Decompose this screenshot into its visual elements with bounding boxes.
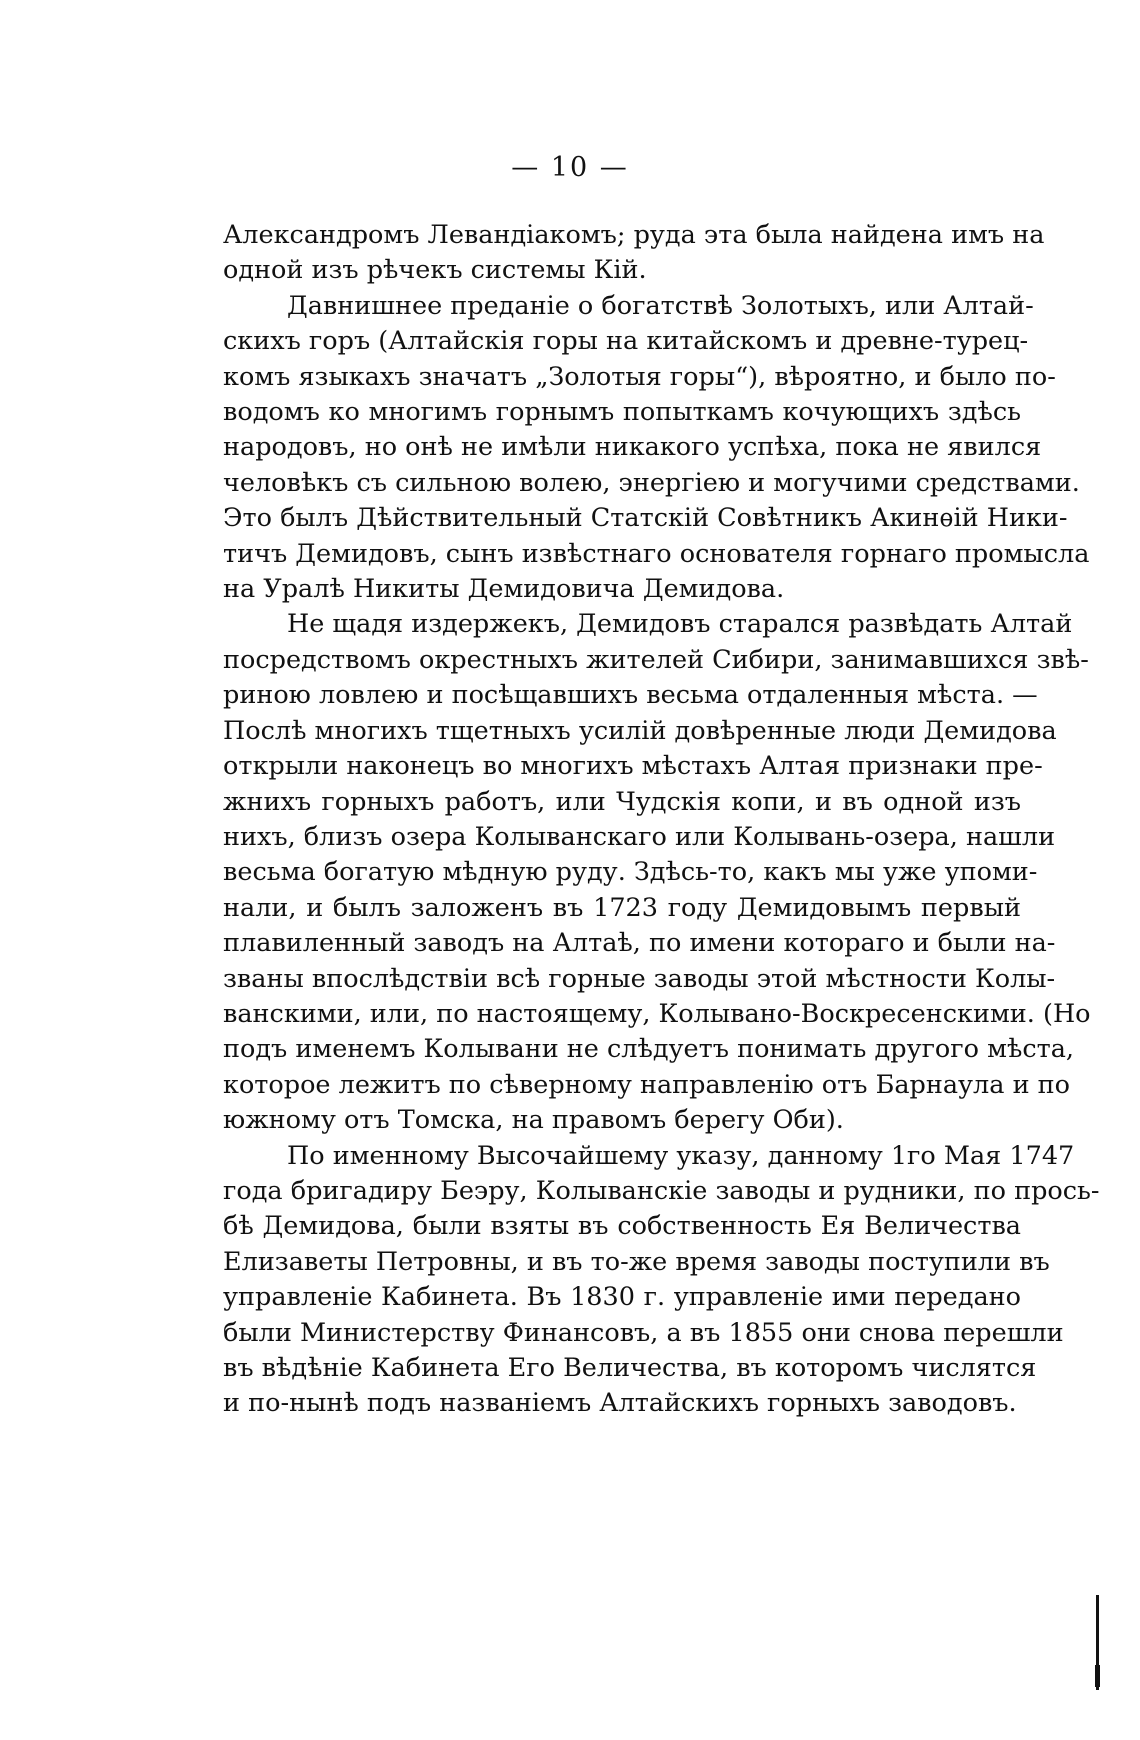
text-line: весьма богатую мѣдную руду. Здѣсь-то, какъ мы уже упоми- [223, 857, 1038, 888]
text-line: скихъ горъ (Алтайскія горы на китайскомъ и древне-турец- [223, 326, 1029, 357]
text-line: народовъ, но онѣ не имѣли никакого успѣха, пока не явился [223, 432, 1042, 463]
text-line: и по-нынѣ подъ названіемъ Алтайскихъ горныхъ заводовъ. [223, 1388, 1017, 1419]
text-line: на Уралѣ Никиты Демидовича Демидова. [223, 574, 785, 605]
text-line: управленіе Кабинета. Въ 1830 г. управленіе ими передано [223, 1282, 1021, 1313]
text-line: Это былъ Дѣйствительный Статскій Совѣтникъ Акинѳій Ники- [223, 503, 1068, 534]
text-line: плавиленный заводъ на Алтаѣ, по имени котораго и были на- [223, 928, 1056, 959]
text-line: Елизаветы Петровны, и въ то-же время заводы поступили въ [223, 1246, 1050, 1277]
text-line: нихъ, близъ озера Колыванскаго или Колывань-озера, нашли [223, 821, 1056, 852]
text-line: бѣ Демидова, были взяты въ собственность Ея Величества [223, 1211, 1021, 1242]
text-line: Послѣ многихъ тщетныхъ усилій довѣренные люди Демидова [223, 715, 1057, 746]
text-line: человѣкъ съ сильною волею, энергіею и могучими средствами. [223, 467, 1080, 498]
text-line: тичъ Демидовъ, сынъ извѣстнаго основателя горнаго промысла [223, 538, 1090, 569]
body-text [223, 218, 1100, 1422]
paragraph-1 [223, 218, 1045, 289]
text-line: южному отъ Томска, на правомъ берегу Оби). [223, 1105, 844, 1136]
text-line: Александромъ Левандіакомъ; руда эта была найдена имъ на [223, 220, 1045, 250]
text-line: подъ именемъ Колывани не слѣдуетъ понимать другого мѣста, [223, 1034, 1075, 1065]
text-line: были Министерству Финансовъ, а въ 1855 они снова перешли [223, 1317, 1064, 1348]
text-line: водомъ ко многимъ горнымъ попыткамъ кочующихъ здѣсь [223, 397, 1021, 428]
text-line: жнихъ горныхъ работъ, или Чудскія копи, и въ одной изъ [223, 786, 1021, 817]
page-edge-mark-tail [1095, 1665, 1100, 1687]
text-line: По именному Высочайшему указу, данному 1го Мая 1747 [287, 1140, 1075, 1171]
text-line: Давнишнее преданіе о богатствѣ Золотыхъ, или Алтай- [287, 290, 1034, 321]
text-line: которое лежитъ по сѣверному направленію отъ Барнаула и по [223, 1069, 1071, 1100]
text-line: посредствомъ окрестныхъ жителей Сибири, занимавшихся звѣ- [223, 644, 1089, 675]
paragraph-4 [223, 1139, 1100, 1422]
text-line: комъ языкахъ значатъ „Золотыя горы“), вѣроятно, и было по- [223, 361, 1056, 392]
text-line: риною ловлею и посѣщавшихъ весьма отдаленныя мѣста. — [223, 680, 1038, 711]
paragraph-2 [223, 289, 1090, 608]
text-line: одной изъ рѣчекъ системы Кій. [223, 255, 647, 286]
paragraph-3 [223, 607, 1091, 1138]
text-line: званы впослѣдствіи всѣ горные заводы этой мѣстности Колы- [223, 963, 1056, 994]
text-line: открыли наконецъ во многихъ мѣстахъ Алтая признаки пре- [223, 751, 1043, 782]
text-line: въ вѣдѣніе Кабинета Его Величества, въ которомъ числятся [223, 1353, 1037, 1383]
text-line: года бригадиру Беэру, Колыванскіе заводы и рудники, по прось- [223, 1175, 1100, 1206]
text-line: ванскими, или, по настоящему, Колывано-Воскресенскими. (Но [223, 998, 1091, 1029]
page-number: — 10 — [511, 152, 629, 183]
text-line: нали, и былъ заложенъ въ 1723 году Демидовымъ первый [223, 892, 1021, 923]
text-line: Не щадя издержекъ, Демидовъ старался развѣдать Алтай [287, 609, 1073, 640]
